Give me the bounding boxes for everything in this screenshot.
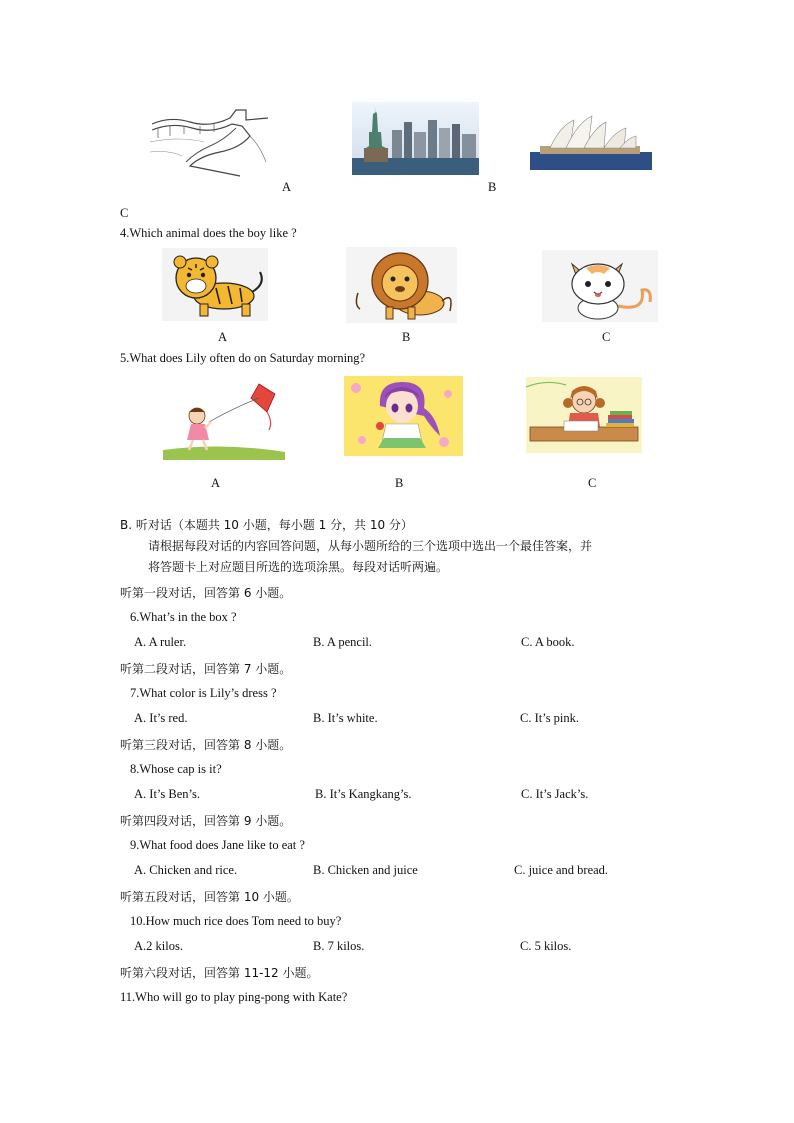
tiger-image	[162, 248, 268, 321]
section-b-instruction-line1: 请根据每段对话的内容回答问题，从每小题所给的三个选项中选出一个最佳答案，并	[148, 539, 593, 553]
question-text: 7.What color is Lily’s dress ?	[130, 686, 277, 700]
anime-girl-image	[344, 376, 463, 456]
section-b-title: B. 听对话（本题共 10 小题，每小题 1 分，共 10 分）	[120, 518, 413, 532]
statue-of-liberty-image	[352, 102, 479, 175]
q5-question: 5.What does Lily often do on Saturday morning?	[120, 351, 366, 365]
q4-question: 4.Which animal does the boy like ?	[120, 226, 297, 240]
option-c: C. It’s pink.	[520, 711, 580, 725]
option-a: A. It’s red.	[134, 711, 188, 725]
q4-option-a-label: A	[218, 330, 228, 344]
q3-option-c-label: C	[120, 206, 129, 220]
question-text: 8.Whose cap is it?	[130, 762, 222, 776]
q4-option-c-label: C	[602, 330, 611, 344]
option-b: B. It’s Kangkang’s.	[315, 787, 412, 801]
girl-flying-kite-image	[163, 378, 285, 460]
option-b: B. It’s white.	[313, 711, 378, 725]
option-a: A. Chicken and rice.	[134, 863, 238, 877]
q5-option-a-label: A	[211, 476, 221, 490]
option-c: C. It’s Jack’s.	[521, 787, 589, 801]
dialogue-header: 听第四段对话，回答第 9 小题。	[120, 814, 292, 828]
option-c: C. 5 kilos.	[520, 939, 572, 953]
dialogue-header: 听第一段对话，回答第 6 小题。	[120, 586, 292, 600]
q5-option-c-label: C	[588, 476, 597, 490]
question-text: 10.How much rice does Tom need to buy?	[130, 914, 342, 928]
q3-option-b-label: B	[488, 180, 497, 194]
option-c: C. A book.	[521, 635, 575, 649]
dialogue-header: 听第三段对话，回答第 8 小题。	[120, 738, 292, 752]
option-b: B. 7 kilos.	[313, 939, 365, 953]
option-a: A. A ruler.	[134, 635, 187, 649]
option-c: C. juice and bread.	[514, 863, 609, 877]
great-wall-image	[150, 106, 272, 178]
option-b: B. Chicken and juice	[313, 863, 418, 877]
option-a: A.2 kilos.	[134, 939, 183, 953]
sydney-opera-house-image	[530, 110, 652, 170]
option-a: A. It’s Ben’s.	[134, 787, 200, 801]
question-text: 11.Who will go to play ping-pong with Kate?	[120, 990, 348, 1004]
dialogue-header: 听第二段对话，回答第 7 小题。	[120, 662, 292, 676]
dialogue-header: 听第六段对话，回答第 11-12 小题。	[120, 966, 319, 980]
dialogue-header: 听第五段对话，回答第 10 小题。	[120, 890, 299, 904]
lion-image	[346, 247, 457, 323]
section-b-instruction-line2: 将答题卡上对应题目所选的选项涂黑。每段对话听两遍。	[148, 560, 449, 574]
q3-option-a-label: A	[282, 180, 292, 194]
q4-option-b-label: B	[402, 330, 411, 344]
option-b: B. A pencil.	[313, 635, 373, 649]
question-text: 9.What food does Jane like to eat ?	[130, 838, 305, 852]
girl-reading-image	[526, 377, 642, 453]
q5-option-b-label: B	[395, 476, 404, 490]
cat-image	[542, 250, 658, 322]
question-text: 6.What’s in the box ?	[130, 610, 237, 624]
